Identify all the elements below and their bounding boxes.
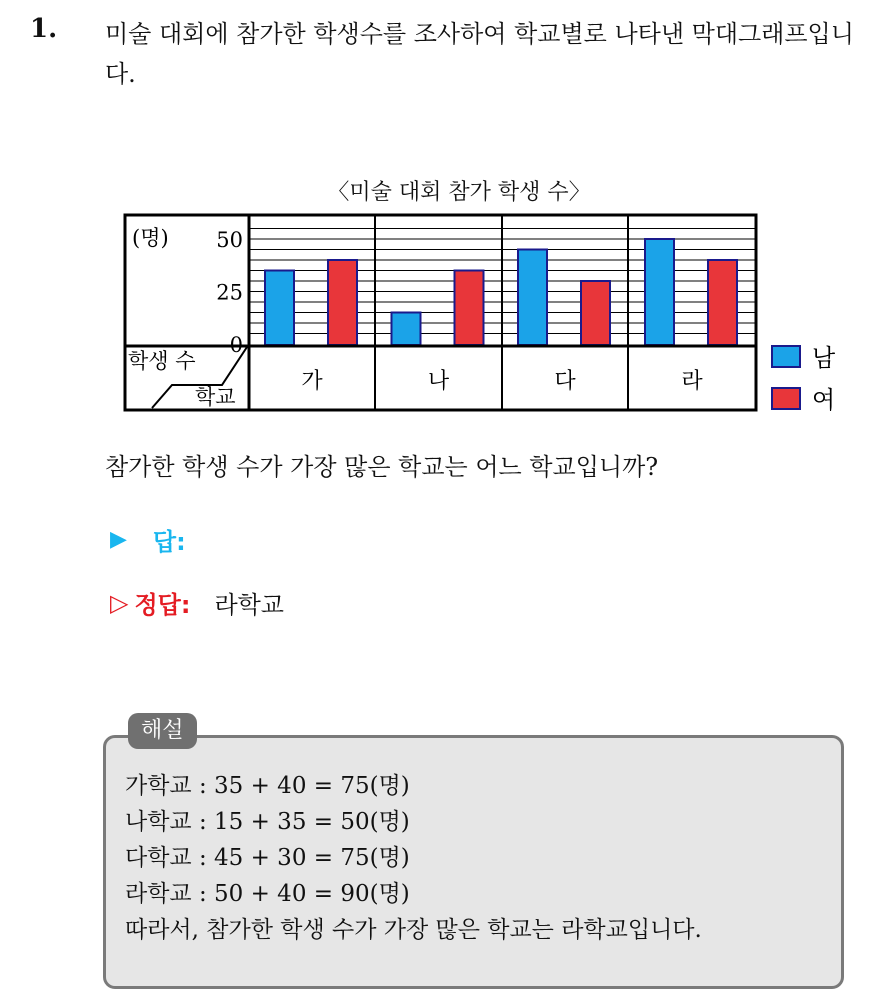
bar-남-다 bbox=[518, 250, 547, 346]
bar-여-가 bbox=[328, 260, 357, 345]
bar-남-가 bbox=[265, 271, 294, 346]
answer-label: 답: bbox=[152, 528, 186, 556]
question-text: 미술 대회에 참가한 학생수를 조사하여 학교별로 나타낸 막대그래프입니다. bbox=[105, 20, 854, 88]
play-arrow-icon: ▶ bbox=[110, 527, 127, 552]
row-header-label: 학생 수 bbox=[128, 349, 196, 373]
bar-여-나 bbox=[455, 271, 484, 346]
explanation-line: 따라서, 참가한 학생 수가 가장 많은 학교는 라학교입니다. bbox=[125, 917, 702, 943]
category-label: 다 bbox=[554, 369, 576, 394]
question-number: 1. bbox=[30, 14, 58, 44]
bar-chart bbox=[0, 0, 884, 440]
question-prompt: 참가한 학생 수가 가장 많은 학교는 어느 학교입니까? bbox=[105, 453, 659, 481]
correct-answer-value: 라학교 bbox=[214, 591, 284, 619]
legend-swatch bbox=[772, 346, 800, 367]
column-header-label: 학교 bbox=[195, 385, 236, 409]
y-tick-label: 0 bbox=[229, 333, 243, 357]
category-label: 라 bbox=[681, 369, 703, 394]
explanation-line: 가학교 : 35 + 40 = 75(명) bbox=[125, 773, 410, 799]
bar-여-다 bbox=[581, 281, 610, 345]
bar-여-라 bbox=[708, 260, 737, 345]
category-label: 나 bbox=[427, 369, 450, 394]
correct-answer-label: 정답: bbox=[134, 591, 191, 619]
explanation-line: 다학교 : 45 + 30 = 75(명) bbox=[125, 845, 410, 871]
explanation-line: 나학교 : 15 + 35 = 50(명) bbox=[125, 809, 410, 835]
explanation-tag: 해설 bbox=[128, 713, 197, 749]
correct-answer-row bbox=[110, 585, 284, 620]
explanation-lines bbox=[125, 768, 702, 948]
outline-arrow-icon: ▷ bbox=[110, 588, 129, 617]
bar-남-라 bbox=[645, 239, 674, 345]
legend-label: 남 bbox=[812, 344, 836, 372]
y-tick-labels bbox=[216, 228, 243, 357]
y-tick-label: 50 bbox=[216, 228, 243, 252]
y-unit-label: (명) bbox=[132, 226, 169, 250]
bar-남-나 bbox=[392, 313, 421, 346]
chart-legend bbox=[772, 344, 836, 414]
y-tick-label: 25 bbox=[216, 280, 243, 305]
legend-swatch bbox=[772, 388, 800, 409]
answer-row bbox=[110, 522, 186, 557]
explanation-line: 라학교 : 50 + 40 = 90(명) bbox=[125, 881, 410, 907]
legend-label: 여 bbox=[812, 386, 836, 414]
chart-title-text: 〈미술 대회 참가 학생 수〉 bbox=[327, 180, 591, 205]
category-label: 가 bbox=[301, 369, 323, 394]
